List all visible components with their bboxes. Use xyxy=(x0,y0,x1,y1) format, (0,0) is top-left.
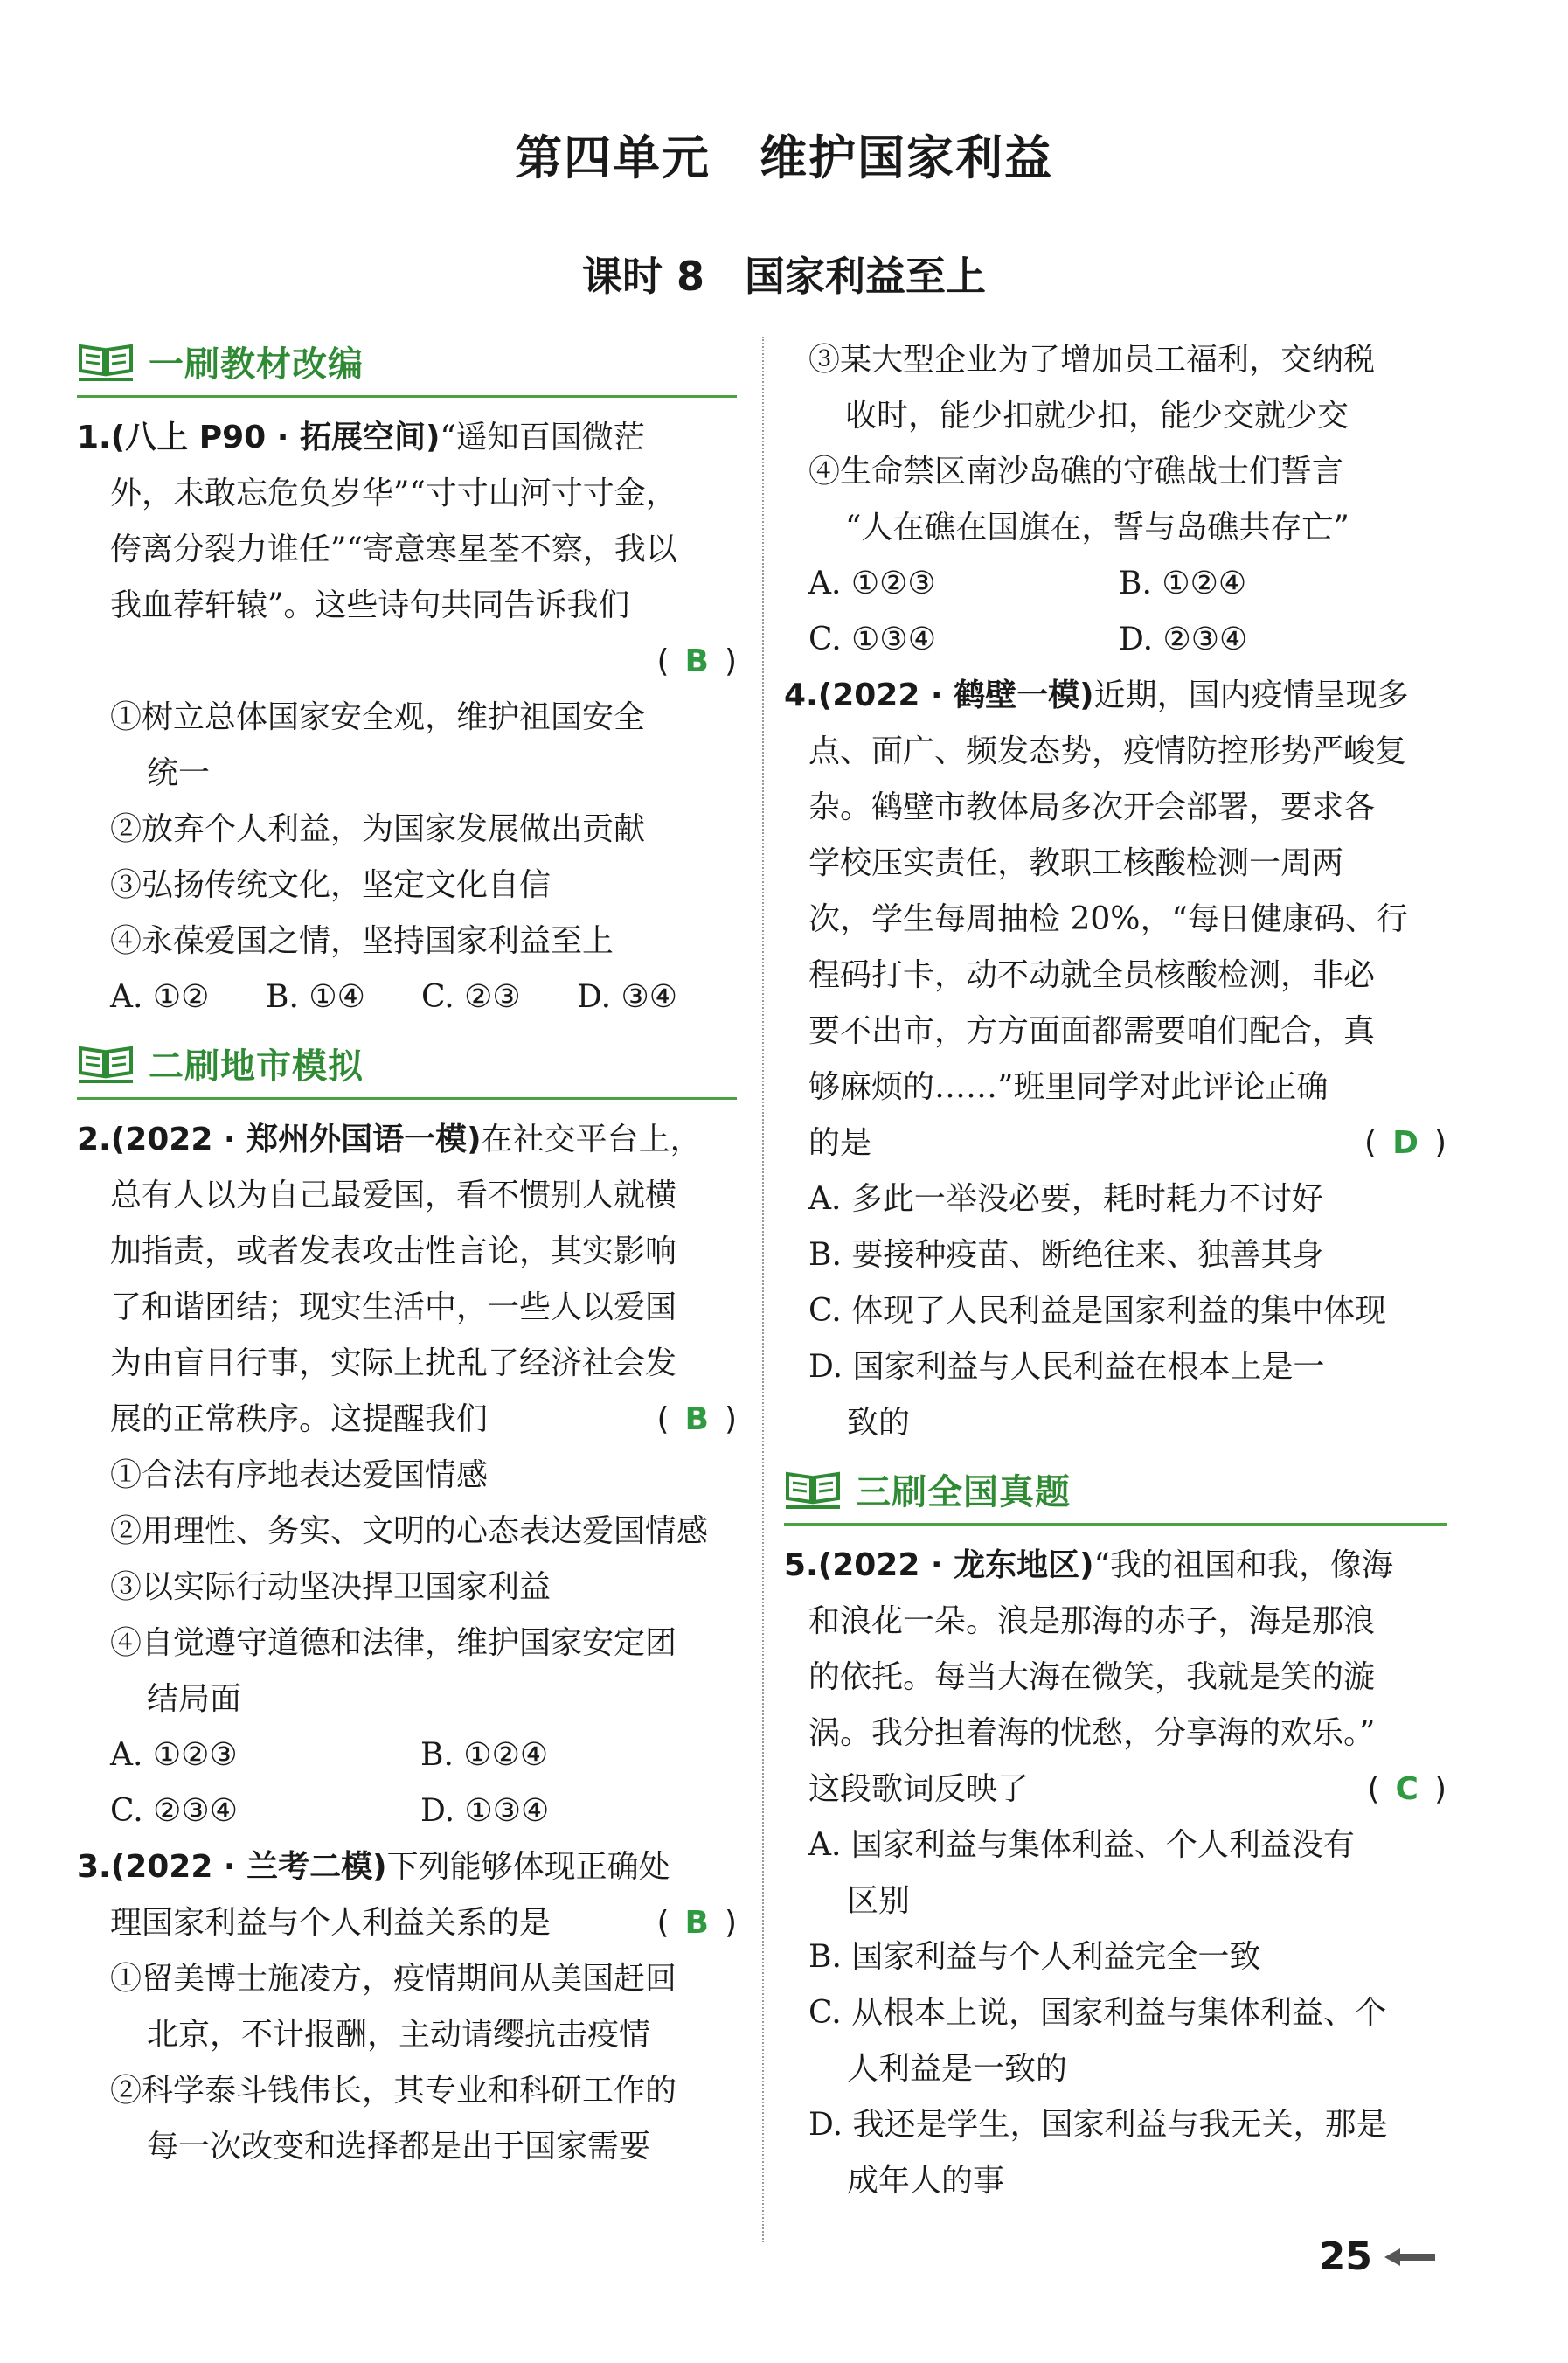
question-text: 够麻烦的……”班里同学对此评论正确 xyxy=(808,1069,1329,1105)
unit-title: 第四单元 维护国家利益 xyxy=(515,130,1053,185)
statement-item: ①树立总体国家安全观，维护祖国安全 xyxy=(110,699,646,735)
answer-bracket: ( C ) xyxy=(1367,1771,1447,1807)
question-text: 展的正常秩序。这提醒我们 xyxy=(110,1401,489,1437)
option-a[interactable]: A. ①②③ xyxy=(110,1737,238,1773)
option-b[interactable]: B. 国家利益与个人利益完全一致 xyxy=(808,1939,1261,1975)
option-a[interactable]: A. 多此一举没必要，耗时耗力不讨好 xyxy=(808,1181,1323,1217)
question-source: (2022 · 兰考二模) xyxy=(110,1849,387,1885)
question-3 xyxy=(77,1839,737,2175)
question-4 xyxy=(784,668,1447,1451)
question-text: “我的祖国和我，像海 xyxy=(1093,1547,1393,1583)
option-a[interactable]: A. 国家利益与集体利益、个人利益没有 xyxy=(808,1827,1355,1863)
option-c[interactable]: C. ②③ xyxy=(421,979,521,1015)
option-c[interactable]: C. 体现了人民利益是国家利益的集中体现 xyxy=(808,1293,1387,1329)
question-text: 我血荐轩辕”。这些诗句共同告诉我们 xyxy=(110,587,630,623)
option-b[interactable]: B. 要接种疫苗、断绝往来、独善其身 xyxy=(808,1237,1324,1273)
statement-item: ④生命禁区南沙岛礁的守礁战士们誓言 xyxy=(808,454,1344,490)
right-column xyxy=(784,332,1447,2209)
question-source: (八上 P90 · 拓展空间) xyxy=(110,420,441,455)
open-book-icon xyxy=(784,1467,842,1511)
statement-item: “人在礁在国旗在，誓与岛礁共存亡” xyxy=(845,510,1349,546)
answer-bracket: ( D ) xyxy=(1364,1125,1447,1161)
option-a[interactable]: A. ①②③ xyxy=(808,566,936,601)
question-text: 涡。我分担着海的忧愁，分享海的欢乐。” xyxy=(808,1715,1376,1751)
option-d-continued: 致的 xyxy=(847,1405,911,1441)
option-c[interactable]: C. ②③④ xyxy=(110,1793,238,1829)
question-text: 和浪花一朵。浪是那海的赤子，海是那浪 xyxy=(808,1603,1376,1639)
statement-item: ②放弃个人利益，为国家发展做出贡献 xyxy=(110,811,646,847)
answer-bracket: ( B ) xyxy=(656,1905,737,1941)
column-divider xyxy=(762,337,764,2242)
open-book-icon xyxy=(77,1041,135,1085)
option-d[interactable]: D. ②③④ xyxy=(1119,622,1248,657)
question-text: 要不出市，方方面面都需要咱们配合，真 xyxy=(808,1013,1376,1049)
answer-letter: B xyxy=(684,643,709,679)
question-text: 杂。鹤壁市教体局多次开会部署，要求各 xyxy=(808,789,1376,825)
section-header-3 xyxy=(784,1455,1447,1526)
answer-bracket: ( B ) xyxy=(656,643,737,679)
option-b[interactable]: B. ①②④ xyxy=(420,1737,549,1773)
statement-item: ③弘扬传统文化，坚定文化自信 xyxy=(110,867,552,903)
question-number: 3. xyxy=(77,1849,111,1885)
options xyxy=(808,612,1447,668)
option-d[interactable]: D. 我还是学生，国家利益与我无关，那是 xyxy=(808,2107,1388,2143)
answer-letter: B xyxy=(684,1401,709,1437)
statement-item: ④永葆爱国之情，坚持国家利益至上 xyxy=(110,923,614,959)
page-number xyxy=(1319,2234,1437,2279)
question-number: 4. xyxy=(784,678,818,713)
statement-item: ②用理性、务实、文明的心态表达爱国情感 xyxy=(110,1513,709,1549)
arrow-left-icon xyxy=(1384,2247,1437,2268)
question-text: 学校压实责任，教职工核酸检测一周两 xyxy=(808,845,1344,881)
question-2 xyxy=(77,1112,737,1839)
section-header-2 xyxy=(77,1029,737,1100)
question-source: (2022 · 龙东地区) xyxy=(817,1547,1094,1583)
question-1 xyxy=(77,410,737,1025)
answer-bracket: ( B ) xyxy=(656,1401,737,1437)
section-title: 二刷地市模拟 xyxy=(149,1046,364,1087)
statement-item: 收时，能少扣就少扣，能少交就少交 xyxy=(845,398,1349,434)
statement-item: ③以实际行动坚决捍卫国家利益 xyxy=(110,1569,552,1605)
open-book-icon xyxy=(77,339,135,383)
option-b[interactable]: B. ①④ xyxy=(266,979,365,1015)
statement-item: 结局面 xyxy=(147,1681,242,1717)
question-text: 总有人以为自己最爱国，看不惯别人就横 xyxy=(110,1178,677,1213)
option-c[interactable]: C. ①③④ xyxy=(808,622,936,657)
statement-item: ①留美博士施凌方，疫情期间从美国赶回 xyxy=(110,1961,677,1997)
question-text: 为由盲目行事，实际上扰乱了经济社会发 xyxy=(110,1345,677,1381)
answer-letter: B xyxy=(684,1905,709,1941)
answer-letter: D xyxy=(1392,1125,1419,1161)
question-text: 侉离分裂力谁任”“寄意寒星荃不察，我以 xyxy=(110,532,677,567)
statement-item: ③某大型企业为了增加员工福利，交纳税 xyxy=(808,342,1376,378)
option-a[interactable]: A. ①② xyxy=(110,979,210,1015)
options xyxy=(77,970,737,1025)
option-c-continued: 人利益是一致的 xyxy=(847,2051,1068,2087)
option-a-continued: 区别 xyxy=(847,1883,911,1919)
statement-item: 北京，不计报酬，主动请缨抗击疫情 xyxy=(147,2017,651,2053)
option-d-continued: 成年人的事 xyxy=(847,2163,1005,2199)
question-text: 了和谐团结；现实生活中，一些人以爱国 xyxy=(110,1289,677,1325)
section-title: 一刷教材改编 xyxy=(149,344,364,385)
question-number: 2. xyxy=(77,1122,111,1157)
option-c[interactable]: C. 从根本上说，国家利益与集体利益、个 xyxy=(808,1995,1387,2031)
section-title: 三刷全国真题 xyxy=(856,1471,1071,1512)
options xyxy=(77,1727,737,1783)
options xyxy=(77,1783,737,1839)
question-text: 的依托。每当大海在微笑，我就是笑的漩 xyxy=(808,1659,1376,1695)
question-5 xyxy=(784,1538,1447,2209)
question-3-continued xyxy=(808,332,1447,668)
question-text: 外，未敢忘危负岁华”“寸寸山河寸寸金， xyxy=(110,476,677,511)
option-d[interactable]: D. 国家利益与人民利益在根本上是一 xyxy=(808,1349,1325,1385)
question-text: 的是 xyxy=(808,1125,872,1161)
question-text: 这段歌词反映了 xyxy=(808,1771,1030,1807)
statement-item: ①合法有序地表达爱国情感 xyxy=(110,1457,489,1493)
question-number: 5. xyxy=(784,1547,818,1583)
option-d[interactable]: D. ③④ xyxy=(577,979,678,1015)
statement-item: 统一 xyxy=(147,755,211,791)
question-text: 理国家利益与个人利益关系的是 xyxy=(110,1905,552,1941)
question-text: 次，学生每周抽检 20%，“每日健康码、行 xyxy=(808,901,1408,937)
question-text: 点、面广、频发态势，疫情防控形势严峻复 xyxy=(808,733,1407,769)
statement-item: 每一次改变和选择都是出于国家需要 xyxy=(147,2129,651,2165)
question-text: 近期，国内疫情呈现多 xyxy=(1093,678,1409,713)
question-source: (2022 · 鹤壁一模) xyxy=(817,678,1094,713)
lesson-title: 课时 8 国家利益至上 xyxy=(581,253,987,300)
statement-item: ②科学泰斗钱伟长，其专业和科研工作的 xyxy=(110,2073,677,2109)
question-text: 下列能够体现正确处 xyxy=(386,1849,670,1885)
question-source: (2022 · 郑州外国语一模) xyxy=(110,1122,482,1157)
option-d[interactable]: D. ①③④ xyxy=(420,1793,550,1829)
question-text: 程码打卡，动不动就全员核酸检测，非必 xyxy=(808,957,1376,993)
answer-letter: C xyxy=(1395,1771,1419,1807)
statement-item: ④自觉遵守道德和法律，维护国家安定团 xyxy=(110,1625,677,1661)
left-column xyxy=(77,323,737,2175)
section-header-1 xyxy=(77,327,737,398)
page-number-text: 25 xyxy=(1318,2234,1372,2279)
options xyxy=(808,556,1447,612)
option-b[interactable]: B. ①②④ xyxy=(1119,566,1247,601)
question-text: “遥知百国微茫 xyxy=(440,420,645,455)
question-text: 加指责，或者发表攻击性言论，其实影响 xyxy=(110,1234,677,1269)
question-number: 1. xyxy=(77,420,111,455)
question-text: 在社交平台上， xyxy=(481,1122,702,1157)
